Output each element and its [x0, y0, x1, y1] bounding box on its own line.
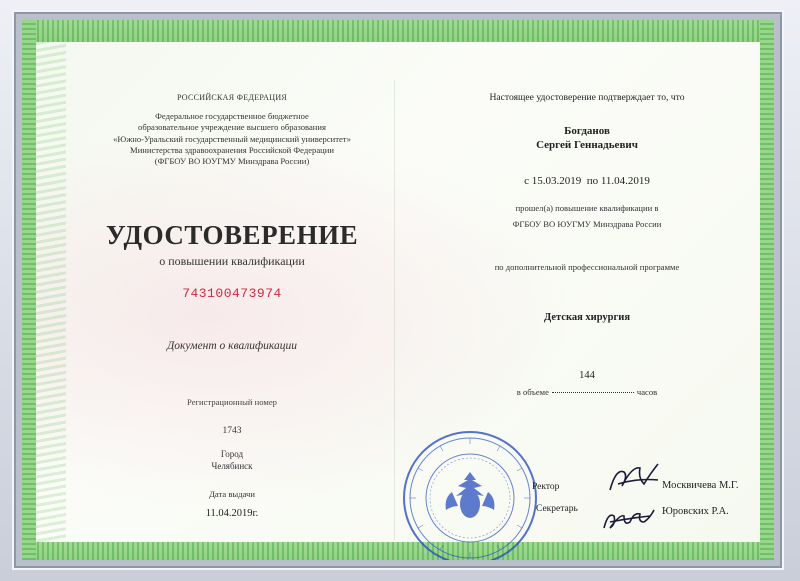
passed-statement — [432, 200, 742, 232]
period-to-label: по — [586, 175, 599, 187]
guilloche-border-right — [760, 20, 774, 560]
secretary-name: Юровских Р.А. — [662, 506, 729, 517]
issue-date-label: Дата выдачи — [209, 489, 255, 499]
period-from-label: с — [524, 175, 529, 187]
hours-value: 144 — [579, 370, 595, 381]
issue-date: 11.04.2019г. — [205, 508, 259, 519]
institution-header — [82, 92, 382, 167]
training-period — [432, 175, 742, 187]
country-name: РОССИЙСКАЯ ФЕДЕРАЦИЯ — [176, 93, 288, 102]
guilloche-band — [36, 42, 66, 542]
rector-signature — [604, 460, 664, 500]
institution-line: Министерства здравоохранения Российской Федерации — [130, 144, 334, 155]
certificate — [22, 20, 774, 560]
holder-name — [432, 124, 742, 152]
guilloche-border-bottom — [22, 542, 774, 560]
passed-line: прошел(а) повышение квалификации в — [515, 203, 659, 213]
institution-line: «Южно-Уральский государственный медицинский университет» — [113, 133, 351, 144]
document-kind: Документ о квалификации — [166, 340, 298, 352]
institution-line: (ФГБОУ ВО ЮУГМУ Минздрава России) — [154, 156, 310, 167]
serial-number: 743100473974 — [182, 286, 282, 301]
rector-label: Ректор — [532, 482, 560, 492]
hours-line — [432, 387, 742, 397]
guilloche-border-left — [22, 20, 36, 560]
date-to: 11.04.2019 — [600, 175, 650, 187]
document-subtitle: о повышении квалификации — [159, 254, 305, 268]
passed-institution: ФГБОУ ВО ЮУГМУ Минздрава России — [512, 219, 662, 229]
institution-line: Федеральное государственное бюджетное — [155, 111, 309, 122]
city-label: Город — [220, 449, 244, 459]
holder-given-names: Сергей Геннадьевич — [536, 139, 638, 151]
intro-text: Настоящее удостоверение подтверждает то, что — [489, 92, 685, 103]
secretary-label: Секретарь — [536, 504, 578, 514]
official-stamp — [400, 428, 540, 560]
holder-surname: Богданов — [564, 125, 610, 137]
program-label: по дополнительной профессиональной программе — [494, 262, 680, 272]
city-block — [82, 448, 382, 472]
registration-label: Регистрационный номер — [187, 397, 277, 407]
hours-blank — [552, 392, 634, 393]
institution-line: образовательное учреждение высшего образования — [138, 122, 326, 133]
city-value: Челябинск — [211, 461, 253, 471]
document-title: УДОСТОВЕРЕНИЕ — [105, 220, 359, 250]
secretary-signature — [600, 502, 660, 538]
program-name: Детская хирургия — [544, 312, 630, 323]
rector-name: Москвичева М.Г. — [662, 480, 739, 491]
guilloche-border-top — [22, 20, 774, 42]
date-from: 15.03.2019 — [531, 175, 582, 187]
hours-prefix: в объеме — [516, 387, 549, 397]
hours-suffix: часов — [636, 387, 658, 397]
registration-number: 1743 — [222, 426, 242, 436]
page-fold — [394, 80, 395, 540]
